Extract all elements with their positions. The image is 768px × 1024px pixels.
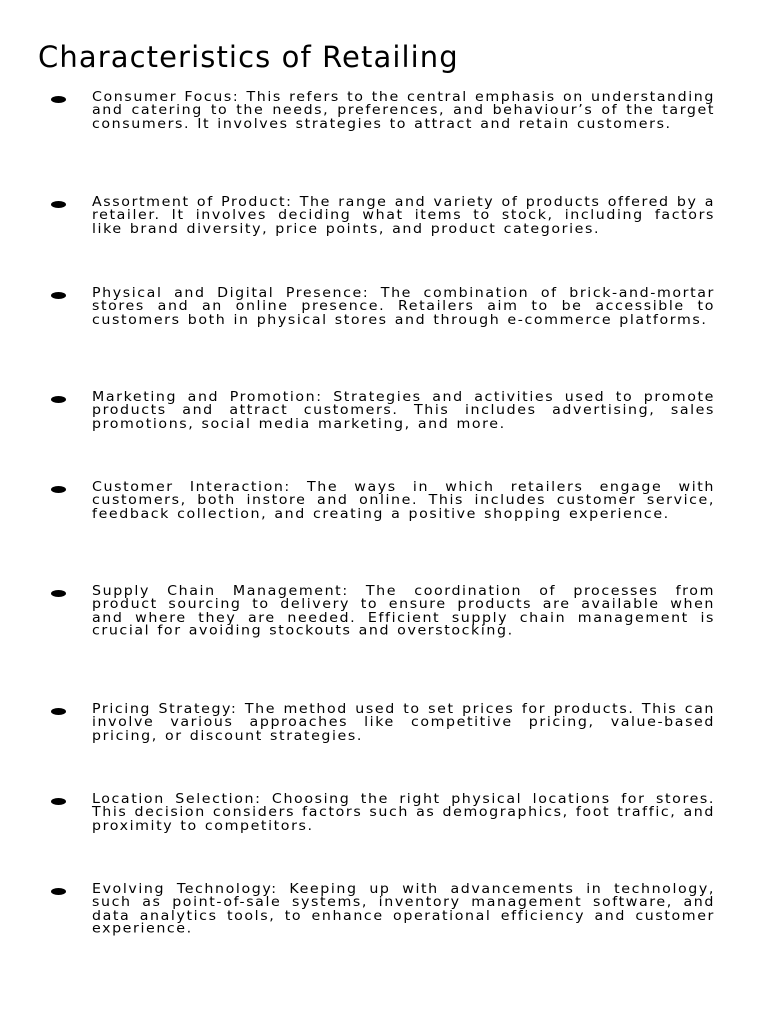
- bullet-icon: [51, 292, 66, 299]
- list-item-text: Marketing and Promotion: Strategies and activities used to promote products and attract customers. This includes advertising, sales promotions, social media marketing, and more.: [92, 390, 715, 432]
- bullet-icon: [51, 798, 66, 805]
- bullet-icon: [51, 396, 66, 403]
- list-item-text: Pricing Strategy: The method used to set prices for products. This can involve various approaches like competitive pricing, value-based pricing, or discount strategies.: [92, 702, 715, 744]
- bullet-icon: [51, 888, 66, 895]
- list-item-text: Assortment of Product: The range and variety of products offered by a retailer. It involves deciding what items to stock, including factors like brand diversity, price points, and product categories.: [92, 195, 715, 237]
- bullet-icon: [51, 708, 66, 715]
- list-item-text: Supply Chain Management: The coordination of processes from product sourcing to delivery to ensure products are available when and where they are needed. Efficient supply chain management is crucial for avoiding stockouts and overstocking.: [92, 584, 715, 639]
- bullet-icon: [51, 96, 66, 103]
- list-item-text: Customer Interaction: The ways in which retailers engage with customers, both instore and online. This includes customer service, feedback collection, and creating a positive shopping experience.: [92, 480, 715, 522]
- page-title: Characteristics of Retailing: [38, 40, 459, 74]
- list-item-text: Consumer Focus: This refers to the central emphasis on understanding and catering to the needs, preferences, and behaviour’s of the target consumers. It involves strategies to attract and retain customers.: [92, 90, 715, 132]
- list-item-text: Physical and Digital Presence: The combination of brick-and-mortar stores and an online presence. Retailers aim to be accessible to customers both in physical stores and through e-commerce platforms.: [92, 286, 715, 328]
- bullet-icon: [51, 201, 66, 208]
- list-item-text: Evolving Technology: Keeping up with advancements in technology, such as point-of-sale systems, inventory management software, and data analytics tools, to enhance operational efficiency and customer experience.: [92, 882, 715, 937]
- bullet-icon: [51, 486, 66, 493]
- bullet-icon: [51, 590, 66, 597]
- list-item-text: Location Selection: Choosing the right physical locations for stores. This decision considers factors such as demographics, foot traffic, and proximity to competitors.: [92, 792, 715, 834]
